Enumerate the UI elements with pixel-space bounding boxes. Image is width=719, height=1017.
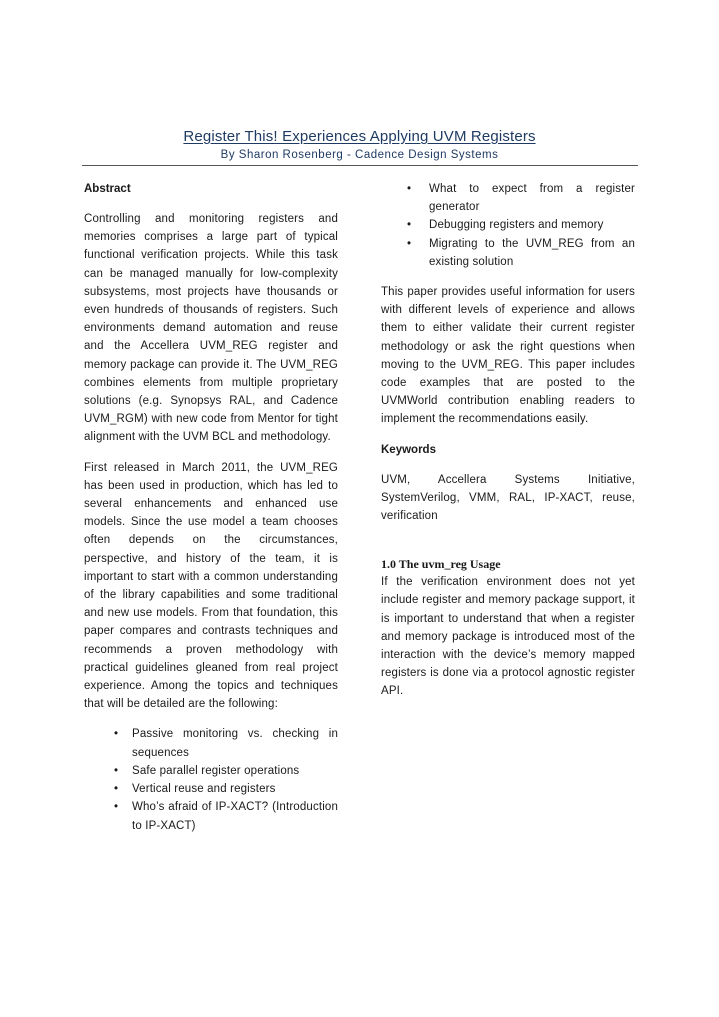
abstract-paragraph-2: First released in March 2011, the UVM_REG has been used in production, which has led to several enhancements and enhanced use models. Since the use model a team chooses often depends on the circumstances, perspective, and history of the team, it is important to start with a common understanding of the library capabilities and some traditional and new use models. From that foundation, this paper compares and contrasts techniques and recommends a proven methodology with practical guidelines gleaned from real project experience. Among the topics and techniques that will be detailed are the following:: [84, 461, 338, 711]
keywords-text: UVM, Accellera Systems Initiative, SystemVerilog, VMM, RAL, IP-XACT, reuse, verification: [381, 473, 635, 523]
bullet-icon: •: [114, 764, 119, 777]
list-item: • Safe parallel register operations: [84, 762, 338, 780]
list-item: • Who’s afraid of IP-XACT? (Introduction to IP-XACT): [84, 798, 338, 834]
list-item: • Migrating to the UVM_REG from an existing solution: [381, 235, 635, 271]
list-item: • Vertical reuse and registers: [84, 780, 338, 798]
bullet-icon: •: [114, 783, 119, 796]
topics-list: [84, 725, 338, 834]
paper-title: Register This! Experiences Applying UVM Registers: [183, 128, 536, 145]
bullet-icon: •: [114, 728, 119, 741]
section-heading: 1.0 The uvm_reg Usage: [381, 557, 501, 572]
title-divider: [82, 165, 638, 166]
topics-list-continued: [381, 180, 635, 271]
bullet-icon: •: [407, 183, 412, 195]
section-paragraph: If the verification environment does not yet include register and memory package support, it is important to understand that when a register and memory package is introduced most of the interaction with the device’s memory mapped registers is done via a protocol agnostic register API.: [381, 576, 635, 698]
paper-author: By Sharon Rosenberg - Cadence Design Systems: [220, 149, 499, 161]
abstract-heading: Abstract: [84, 183, 131, 195]
bullet-icon: •: [407, 237, 412, 250]
keywords-heading: Keywords: [381, 443, 436, 456]
list-item: • Debugging registers and memory: [381, 216, 635, 234]
right-column: [381, 180, 635, 713]
bullet-icon: •: [407, 219, 412, 232]
list-item: • What to expect from a register generator: [381, 180, 635, 216]
left-column: [84, 180, 338, 835]
list-item: • Passive monitoring vs. checking in sequences: [84, 725, 338, 761]
bullet-icon: •: [114, 801, 119, 814]
intro-paragraph: This paper provides useful information for users with different levels of experience and allows them to either validate their current register methodology or ask the right questions when moving to the UVM_REG. This paper includes code examples that are posted to the UVMWorld contribution enabling readers to implement the recommendations easily.: [381, 286, 635, 426]
abstract-paragraph-1: Controlling and monitoring registers and memories comprises a large part of typical functional verification projects. While this task can be managed manually for low-complexity subsystems, most projects have thousands or even hundreds of thousands of registers. Such environments demand automation and reuse and the Accellera UVM_REG register and memory package can provide it. The UVM_REG combines elements from multiple proprietary solutions (e.g. Synopsys RAL, and Cadence UVM_RGM) with new code from Mentor for tight alignment with the UVM BCL and methodology.: [84, 213, 338, 444]
